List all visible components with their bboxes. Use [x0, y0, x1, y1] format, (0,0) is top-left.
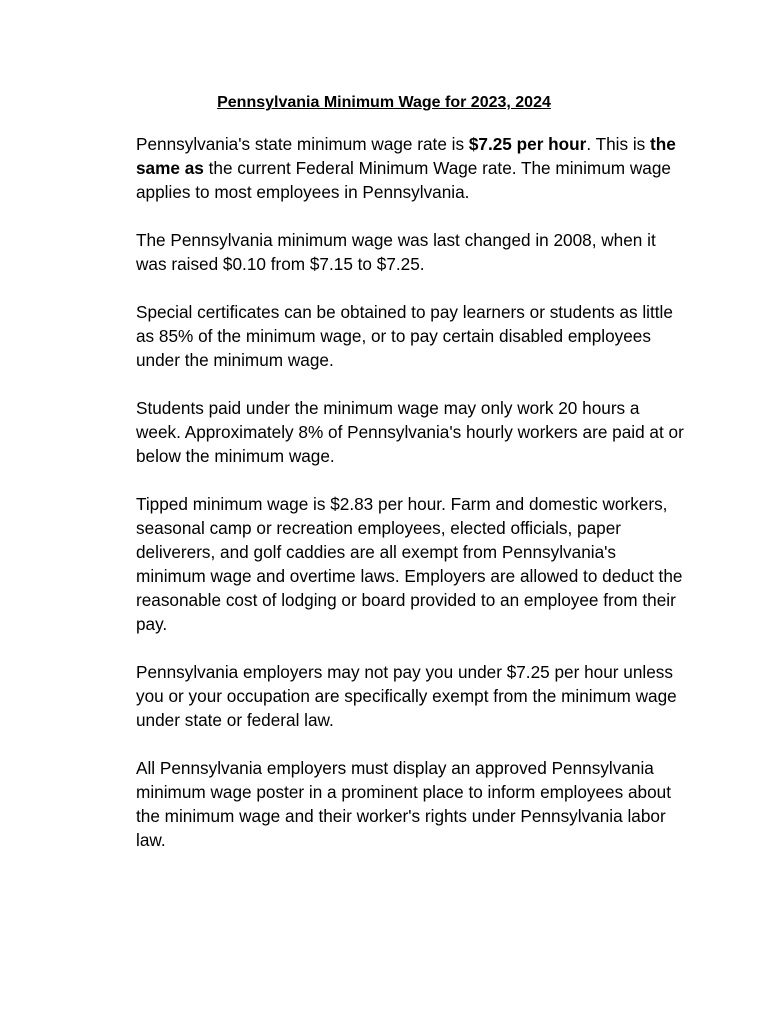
document-body [136, 132, 688, 876]
paragraph-employer-obligation: Pennsylvania employers may not pay you under $7.25 per hour unless you or your occupation are specifically exempt from the minimum wage under state or federal law. [136, 662, 677, 730]
paragraph-tipped-wage: Tipped minimum wage is $2.83 per hour. Farm and domestic workers, seasonal camp or recreation employees, elected officials, paper deliverers, and golf caddies are all exempt from Pennsylvania's minimum wage and overtime laws. Employers are allowed to deduct the reasonable cost of lodging or board provided to an employee from their pay. [136, 494, 683, 634]
paragraph-state-rate [136, 132, 688, 204]
paragraph-state-rate-mid: . This is [586, 134, 651, 154]
paragraph-poster-requirement: All Pennsylvania employers must display an approved Pennsylvania minimum wage poster in a prominent place to inform employees about the minimum wage and their worker's rights under Pennsylvania labor law. [136, 758, 671, 850]
paragraph-state-rate-rest: the current Federal Minimum Wage rate. The minimum wage applies to most employees in Pennsylvania. [136, 158, 671, 202]
paragraph-last-change: The Pennsylvania minimum wage was last changed in 2008, when it was raised $0.10 from $7.15 to $7.25. [136, 230, 656, 274]
rate-highlight: $7.25 per hour [468, 134, 587, 154]
paragraph-students: Students paid under the minimum wage may only work 20 hours a week. Approximately 8% of Pennsylvania's hourly workers are paid at or below the minimum wage. [136, 398, 684, 466]
document-title: Pennsylvania Minimum Wage for 2023, 2024 [217, 94, 551, 111]
paragraph-state-rate-intro: Pennsylvania's state minimum wage rate is [136, 134, 469, 154]
comparison-highlight: the same as [136, 134, 676, 178]
paragraph-special-certificates: Special certificates can be obtained to pay learners or students as little as 85% of the minimum wage, or to pay certain disabled employees under the minimum wage. [136, 302, 673, 370]
